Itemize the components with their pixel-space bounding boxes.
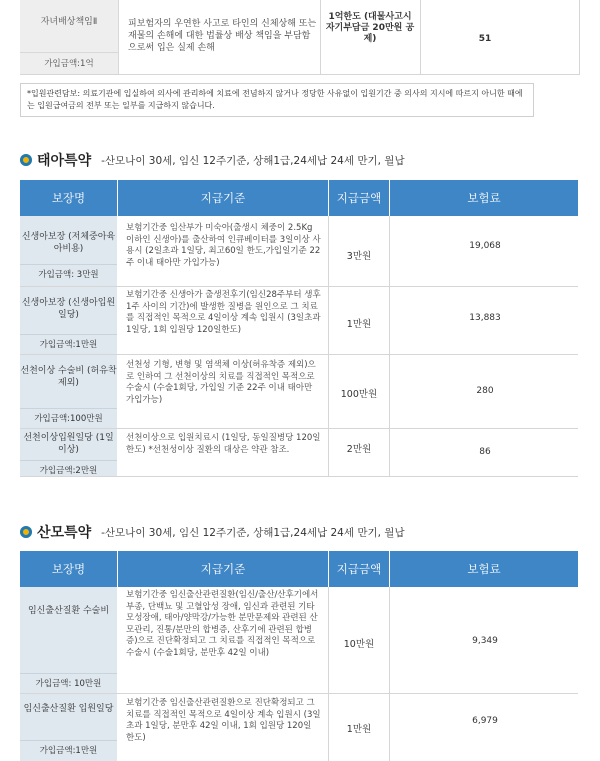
section-subtitle: -산모나이 30세, 임신 12주기준, 상해1급,24세납 24세 만기, 월납 xyxy=(101,154,405,167)
premium-value: 6,979 xyxy=(472,716,498,726)
table-row-category xyxy=(20,355,117,428)
join-amount: 가입금액:1만원 xyxy=(20,740,117,756)
section-name: 태아특약 xyxy=(37,153,92,169)
header-criteria: 지급기준 xyxy=(118,180,328,216)
join-amount: 가입금액: 10만원 xyxy=(20,673,117,689)
join-amount: 가입금액:100만원 xyxy=(20,408,117,424)
coverage-name: 자녀배상책임Ⅱ xyxy=(40,17,98,27)
header-criteria: 지급기준 xyxy=(118,551,328,587)
payout-amount: 2만원 xyxy=(346,444,372,455)
table-row-category xyxy=(20,694,117,761)
coverage-name: 신생아보장 (신생아입원일당) xyxy=(21,298,116,320)
header-amount: 지급금액 xyxy=(329,551,389,587)
table-row-category xyxy=(20,216,117,286)
join-amount: 가입금액:2만원 xyxy=(20,460,117,476)
criteria-text: 보험기간중 임산부가 미숙아(출생시 체중이 2.5Kg 이하인 신생아)를 출산하여 인큐베이터를 3일이상 사용시 (2일초과 1일당, 최고60일 한도,가입일기준 22주 이내 태아만 가입가능) xyxy=(126,223,321,268)
premium-value: 13,883 xyxy=(469,313,501,323)
premium-value: 19,068 xyxy=(469,241,501,251)
inpatient-note: *입원관련담보: 의료기관에 입실하여 의사에 관리하에 치료에 전념하지 않거나 정당한 사유없이 입원기간 중 의사의 지시에 따르지 아니한 때에는 입원급여금의 전부 또는 일부를 지급하지 않습니다. xyxy=(20,83,534,117)
coverage-name: 선천이상입원일당 (1일이상) xyxy=(23,433,114,455)
table-row-category xyxy=(20,287,117,354)
section-title-maternal xyxy=(20,522,405,542)
header-premium: 보험료 xyxy=(390,180,578,216)
table-row-category xyxy=(20,587,117,693)
criteria-text: 선천이상으로 입원치료시 (1일당, 동일질병당 120일 한도) *선천성이상 질환의 대상은 약관 참조. xyxy=(126,433,321,455)
join-amount: 가입금액: 3만원 xyxy=(20,264,117,280)
premium-value: 86 xyxy=(479,447,491,457)
header-premium: 보험료 xyxy=(390,551,578,587)
table-row-category xyxy=(20,429,117,476)
coverage-name: 임신출산질환 수술비 xyxy=(27,606,110,616)
coverage-name: 임신출산질환 입원일당 xyxy=(23,704,114,714)
payout-amount: 3만원 xyxy=(346,251,372,262)
criteria-text: 보험기간중 임신출산관련질환(임신/출산/산후기에서 부종, 단백뇨 및 고혈압성 장애, 임신과 관련된 기타 모성장애, 태아/양막강/가능한 분만문제와 관련된 산모관리, 진통/분만의 합병증, 산후기에 관련된 합병증)으로 진단확정되고 그 치료를 직접적인 목적으로 수술시 (수술1회당, 분만후 42일 이내) xyxy=(126,590,319,658)
criteria-text: 선천성 기형, 변형 및 염색체 이상(허유착증 제외)으로 인하여 그 선천이상의 치료를 직접적인 목적으로 수술시 (수술1회당, 가입일 기준 22주 이내 태아만 가입가능) xyxy=(126,360,316,405)
criteria-text: 보험기간중 임신출산관련질환으로 진단확정되고 그 치료를 직접적인 목적으로 4일이상 계속 입원시 (3일초과 1일당, 분만후 42일 이내, 1회 입원당 120일 한도) xyxy=(126,698,321,743)
payout-amount: 1만원 xyxy=(346,319,372,330)
header-coverage: 보장명 xyxy=(20,551,117,587)
payout-amount: 100만원 xyxy=(340,389,378,400)
join-amount: 가입금액:1억 xyxy=(20,52,118,69)
coverage-name: 선천이상 수술비 (허유착제외) xyxy=(20,366,117,388)
payout-amount: 1억한도 (대물사고시 자기부담금 20만원 공제) xyxy=(325,12,415,44)
header-amount: 지급금액 xyxy=(329,180,389,216)
criteria-text: 보험기간중 신생아가 출생전후기(임신28주부터 생후1주 사이의 기간)에 발생한 질병을 원인으로 그 치료를 직접적인 목적으로 4일이상 계속 입원시 (3일초과 1일당, 1회 입원당 120일한도) xyxy=(126,290,321,335)
header-coverage: 보장명 xyxy=(20,180,117,216)
join-amount: 가입금액:1만원 xyxy=(20,334,117,350)
payout-amount: 1만원 xyxy=(346,724,372,735)
section-name: 산모특약 xyxy=(37,525,92,541)
section-title-fetal xyxy=(20,150,405,170)
premium-value: 9,349 xyxy=(472,636,498,646)
section-subtitle: -산모나이 30세, 임신 12주기준, 상해1급,24세납 24세 만기, 월납 xyxy=(101,526,405,539)
premium-value: 280 xyxy=(476,386,494,396)
criteria-text: 피보험자의 우연한 사고로 타인의 신체상해 또는 재물의 손해에 대한 법률상 배상 책임을 부담함으로써 입은 실제 손해 xyxy=(128,19,317,53)
top-row-category xyxy=(20,0,119,74)
bullet-circle-icon xyxy=(20,154,32,166)
bullet-circle-icon xyxy=(20,526,32,538)
premium-value: 51 xyxy=(478,34,492,44)
payout-amount: 10만원 xyxy=(343,639,375,650)
coverage-name: 신생아보장 (저체중아육아비용) xyxy=(21,232,116,254)
